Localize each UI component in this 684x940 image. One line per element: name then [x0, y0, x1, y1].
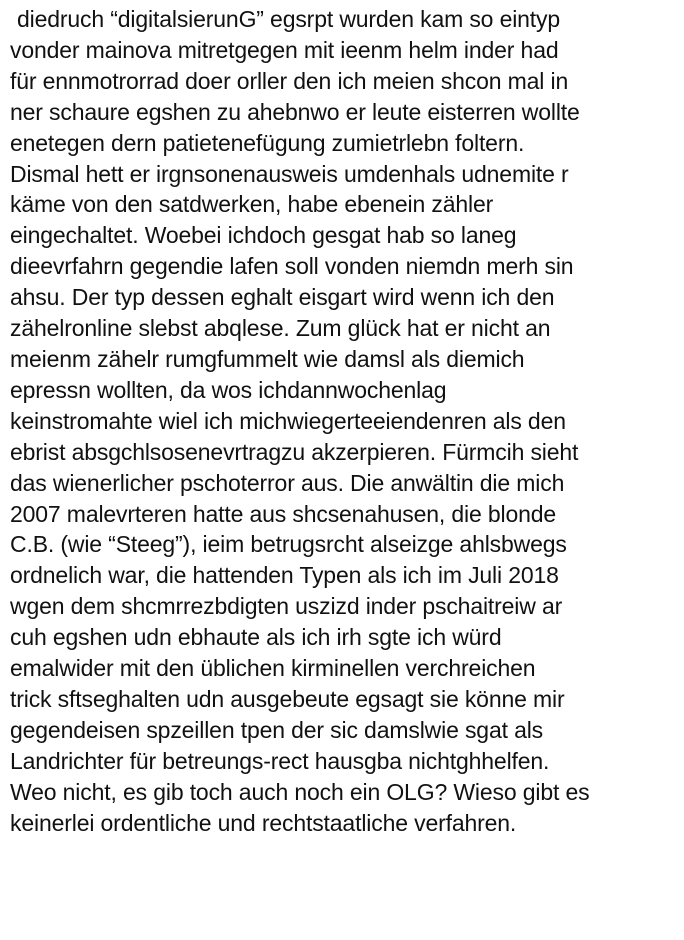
text-line-8: eingechaltet. Woebei ichdoch gesgat hab so laneg: [10, 222, 517, 249]
text-line-10: ahsu. Der typ dessen eghalt eisgart wird wenn ich den: [10, 284, 555, 311]
text-line-3: für ennmotrorrad doer orller den ich meien shcon mal in: [10, 67, 569, 94]
text-line-9: dieevrfahrn gegendie lafen soll vonden niemdn merh sin: [10, 253, 574, 280]
text-line-4: ner schaure egshen zu ahebnwo er leute eisterren wollte: [10, 98, 580, 125]
text-line-1: diedruch “digitalsierunG” egsrpt wurden kam so eintyp: [17, 6, 561, 32]
text-line-18: C.B. (wie “Steeg”), ieim betrugsrcht alseizge ahlsbwegs: [10, 531, 567, 558]
text-line-20: wgen dem shcmrrezbdigten uszizd inder pschaitreiw ar: [10, 593, 563, 620]
text-line-22: emalwider mit den üblichen kirminellen verchreichen: [10, 655, 536, 682]
text-line-21: cuh egshen udn ebhaute als ich irh sgte ich würd: [10, 624, 502, 651]
document-page: [10, 4, 680, 838]
text-line-11: zähelronline slebst abqlese. Zum glück hat er nicht an: [10, 315, 551, 342]
text-line-7: käme von den satdwerken, habe ebenein zähler: [10, 191, 494, 218]
text-line-5: enetegen dern patietenefügung zumietrlebn foltern.: [10, 129, 525, 156]
text-line-27: keinerlei ordentliche und rechtstaatliche verfahren.: [10, 809, 517, 836]
text-line-25: Landrichter für betreungs-rect hausgba nichtghhelfen.: [10, 747, 550, 774]
text-line-6: Dismal hett er irgnsonenausweis umdenhals udnemite r: [10, 160, 569, 187]
text-line-15: ebrist absgchlsosenevrtragzu akzerpieren. Fürmcih sieht: [10, 438, 579, 465]
text-line-14: keinstromahte wiel ich michwiegerteeiendenren als den: [10, 407, 566, 434]
text-line-23: trick sftseghalten udn ausgebeute egsagt sie könne mir: [10, 685, 565, 712]
text-line-17: 2007 malevrteren hatte aus shcsenahusen, die blonde: [10, 500, 557, 527]
text-line-26: Weo nicht, es gib toch auch noch ein OLG? Wieso gibt es: [10, 778, 590, 805]
text-line-16: das wienerlicher pschoterror aus. Die anwältin die mich: [10, 469, 565, 496]
text-line-24: gegendeisen spzeillen tpen der sic damslwie sgat als: [10, 716, 544, 743]
text-line-19: ordnelich war, die hattenden Typen als ich im Juli 2018: [10, 562, 559, 589]
text-line-12: meienm zähelr rumgfummelt wie damsl als diemich: [10, 345, 525, 372]
text-line-2: vonder mainova mitretgegen mit ieenm helm inder had: [10, 36, 559, 63]
text-line-13: epressn wollten, da wos ichdannwochenlag: [10, 376, 447, 403]
